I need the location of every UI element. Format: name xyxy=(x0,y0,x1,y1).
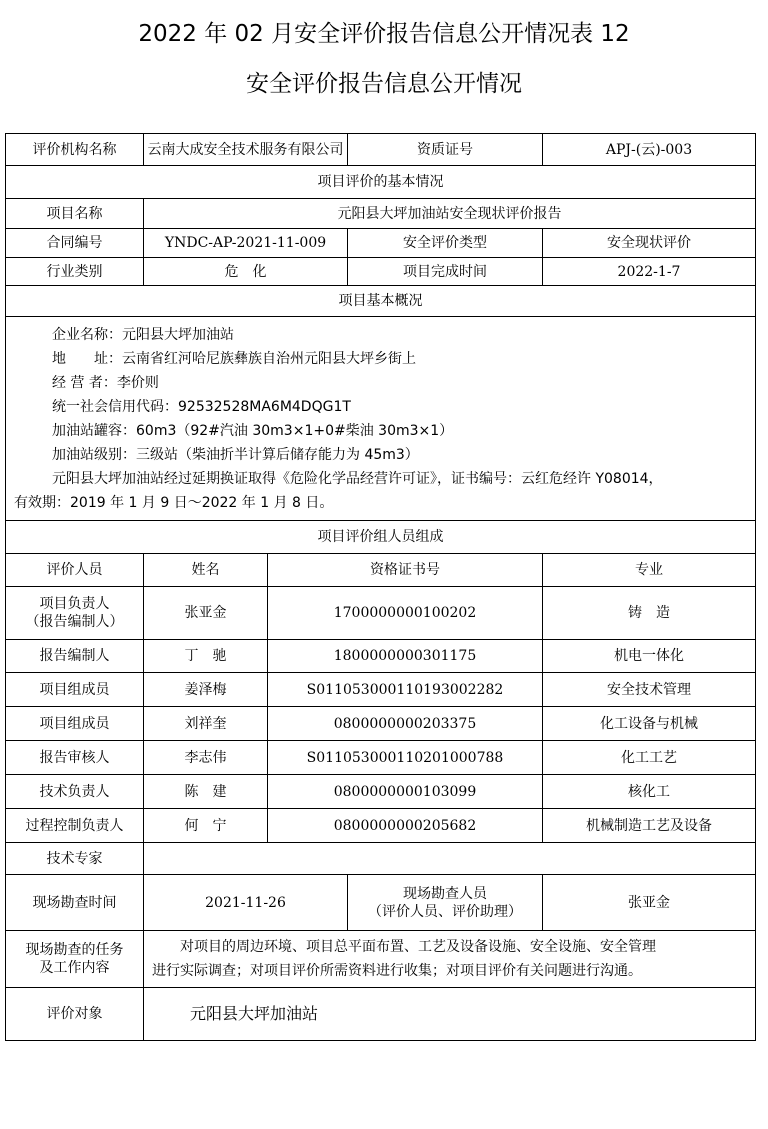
eval-type-value: 安全现状评价 xyxy=(543,229,756,258)
team-name: 丁 驰 xyxy=(144,640,268,673)
team-cert: 0800000000203375 xyxy=(268,707,543,741)
project-name-row xyxy=(6,199,756,229)
site-staff-label xyxy=(348,875,543,931)
target-row xyxy=(6,988,756,1041)
task-content xyxy=(144,931,756,988)
team-row xyxy=(6,741,756,775)
team-col-major: 专业 xyxy=(543,554,756,587)
team-cert: 1700000000100202 xyxy=(268,587,543,640)
cert-value: APJ-(云)-003 xyxy=(543,134,756,166)
team-columns-row xyxy=(6,554,756,587)
team-row xyxy=(6,809,756,843)
overview-validity: 有效期：2019 年 1 月 9 日～2022 年 1 月 8 日。 xyxy=(14,494,334,511)
overview-header: 项目基本概况 xyxy=(6,286,756,317)
industry-value: 危 化 xyxy=(144,258,348,286)
contract-label: 合同编号 xyxy=(6,229,144,258)
target-label: 评价对象 xyxy=(6,988,144,1041)
contract-value: YNDC-AP-2021-11-009 xyxy=(144,229,348,258)
industry-label: 行业类别 xyxy=(6,258,144,286)
page-title: 2022 年 02 月安全评价报告信息公开情况表 12 xyxy=(138,21,630,47)
basic-header-row xyxy=(6,166,756,199)
overview-row xyxy=(6,317,756,521)
team-role: 过程控制负责人 xyxy=(6,809,144,843)
overview-station-level: 加油站级别：三级站（柴油折半计算后储存能力为 45m3） xyxy=(52,446,419,463)
contract-row xyxy=(6,229,756,258)
team-cert: 0800000000205682 xyxy=(268,809,543,843)
team-cert: S011053000110201000788 xyxy=(268,741,543,775)
org-row xyxy=(6,134,756,166)
overview-text xyxy=(6,317,756,521)
team-col-cert: 资格证书号 xyxy=(268,554,543,587)
overview-credit-code: 统一社会信用代码：92532528MA6M4DQG1T xyxy=(52,398,351,415)
org-value: 云南大成安全技术服务有限公司 xyxy=(144,134,348,166)
task-label xyxy=(6,931,144,988)
team-role-line1: 项目负责人 xyxy=(39,596,110,612)
project-name-value: 元阳县大坪加油站安全现状评价报告 xyxy=(144,199,756,229)
team-name: 姜泽梅 xyxy=(144,673,268,707)
team-major: 核化工 xyxy=(543,775,756,809)
team-role: 报告审核人 xyxy=(6,741,144,775)
team-major: 安全技术管理 xyxy=(543,673,756,707)
site-staff-label-line1: 现场勘查人员 xyxy=(403,885,487,902)
overview-license: 元阳县大坪加油站经过延期换证取得《危险化学品经营许可证》，证书编号：云红危经许 Y08014， xyxy=(52,470,663,487)
team-name: 何 宁 xyxy=(144,809,268,843)
team-major: 铸 造 xyxy=(543,587,756,640)
basic-header: 项目评价的基本情况 xyxy=(6,166,756,199)
overview-header-row xyxy=(6,286,756,317)
info-table xyxy=(5,133,756,1041)
team-role-line2: （报告编制人） xyxy=(25,614,124,630)
team-col-role: 评价人员 xyxy=(6,554,144,587)
industry-row xyxy=(6,258,756,286)
team-role: 报告编制人 xyxy=(6,640,144,673)
done-time-value: 2022-1-7 xyxy=(543,258,756,286)
team-major: 机械制造工艺及设备 xyxy=(543,809,756,843)
overview-operator: 经 营 者：李价则 xyxy=(52,374,159,391)
project-name-label: 项目名称 xyxy=(6,199,144,229)
site-time-label: 现场勘查时间 xyxy=(6,875,144,931)
team-name: 刘祥奎 xyxy=(144,707,268,741)
team-cert: 0800000000103099 xyxy=(268,775,543,809)
task-row xyxy=(6,931,756,988)
team-header: 项目评价组人员组成 xyxy=(6,521,756,554)
team-row xyxy=(6,673,756,707)
site-staff-value: 张亚金 xyxy=(543,875,756,931)
cert-label: 资质证号 xyxy=(348,134,543,166)
team-name: 张亚金 xyxy=(144,587,268,640)
team-col-name: 姓名 xyxy=(144,554,268,587)
task-label-line2: 及工作内容 xyxy=(39,960,110,976)
team-role: 项目组成员 xyxy=(6,673,144,707)
page-subtitle: 安全评价报告信息公开情况 xyxy=(246,71,522,97)
done-time-label: 项目完成时间 xyxy=(348,258,543,286)
expert-label: 技术专家 xyxy=(6,843,144,875)
team-cert: S011053000110193002282 xyxy=(268,673,543,707)
overview-tank-capacity: 加油站罐容：60m3（92#汽油 30m3×1+0#柴油 30m3×1） xyxy=(52,422,454,439)
task-content-line2: 进行实际调查；对项目评价所需资料进行收集；对项目评价有关问题进行沟通。 xyxy=(152,963,642,979)
team-major: 化工设备与机械 xyxy=(543,707,756,741)
expert-row xyxy=(6,843,756,875)
team-role: 项目组成员 xyxy=(6,707,144,741)
expert-value xyxy=(144,843,756,875)
team-row xyxy=(6,707,756,741)
site-staff-label-line2: （评价人员、评价助理） xyxy=(368,903,522,920)
team-major: 化工工艺 xyxy=(543,741,756,775)
site-row xyxy=(6,875,756,931)
team-role xyxy=(6,587,144,640)
team-header-row xyxy=(6,521,756,554)
team-name: 陈 建 xyxy=(144,775,268,809)
site-time-value: 2021-11-26 xyxy=(144,875,348,931)
overview-company: 企业名称：元阳县大坪加油站 xyxy=(52,326,234,343)
team-row xyxy=(6,775,756,809)
target-value: 元阳县大坪加油站 xyxy=(144,988,756,1041)
team-row xyxy=(6,640,756,673)
team-role: 技术负责人 xyxy=(6,775,144,809)
team-major: 机电一体化 xyxy=(543,640,756,673)
eval-type-label: 安全评价类型 xyxy=(348,229,543,258)
team-name: 李志伟 xyxy=(144,741,268,775)
task-label-line1: 现场勘查的任务 xyxy=(25,942,124,958)
task-content-line1: 对项目的周边环境、项目总平面布置、工艺及设备设施、安全设施、安全管理 xyxy=(180,939,656,955)
team-cert: 1800000000301175 xyxy=(268,640,543,673)
overview-address: 地 址：云南省红河哈尼族彝族自治州元阳县大坪乡街上 xyxy=(52,350,416,367)
team-row xyxy=(6,587,756,640)
org-label: 评价机构名称 xyxy=(6,134,144,166)
